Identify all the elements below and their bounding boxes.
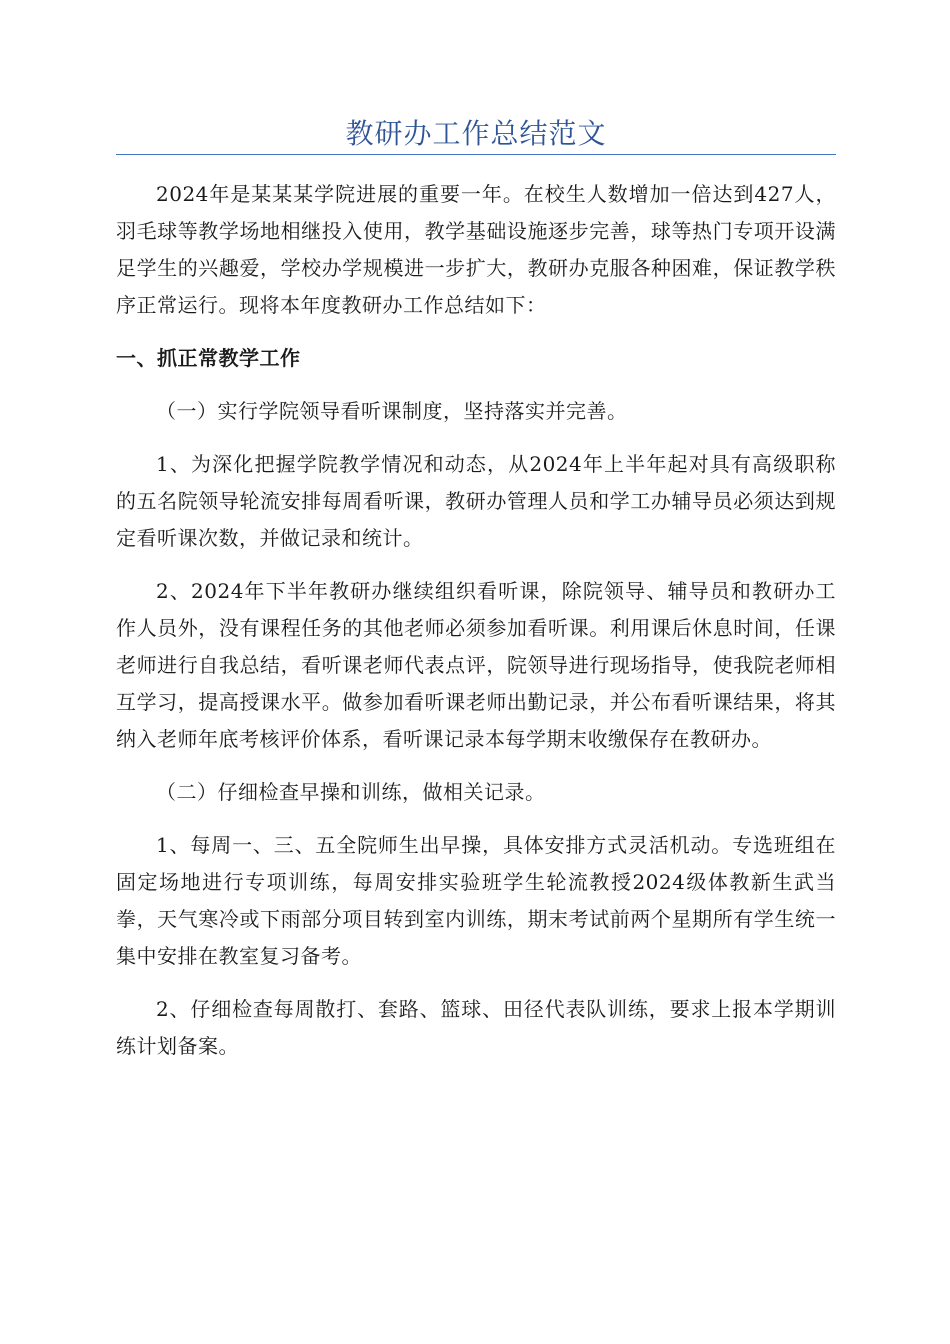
title-underline [116, 154, 836, 155]
paragraph-2-1: 1、每周一、三、五全院师生出早操，具体安排方式灵活机动。专选班组在固定场地进行专项训练，每周安排实验班学生轮流教授2024级体教新生武当拳，天气寒冷或下雨部分项目转到室内训练，期末考试前两个星期所有学生统一集中安排在教室复习备考。 [116, 833, 836, 968]
subsection-heading-1: （一）实行学院领导看听课制度，坚持落实并完善。 [156, 399, 628, 423]
paragraph-1-1: 1、为深化把握学院教学情况和动态，从2024年上半年起对具有高级职称的五名院领导轮流安排每周看听课，教研办管理人员和学工办辅导员必须达到规定看听课次数，并做记录和统计。 [116, 452, 836, 550]
subsection-heading-2: （二）仔细检查早操和训练，做相关记录。 [156, 780, 546, 804]
paragraph-2-2: 2、仔细检查每周散打、套路、篮球、田径代表队训练，要求上报本学期训练计划备案。 [116, 997, 836, 1058]
section-heading: 一、抓正常教学工作 [116, 346, 301, 370]
document-body [116, 176, 836, 1081]
paragraph-1-2: 2、2024年下半年教研办继续组织看听课，除院领导、辅导员和教研办工作人员外，没有课程任务的其他老师必须参加看听课。利用课后休息时间，任课老师进行自我总结，看听课老师代表点评，院领导进行现场指导，使我院老师相互学习，提高授课水平。做参加看听课老师出勤记录，并公布看听课结果，将其纳入老师年底考核评价体系，看听课记录本每学期末收缴保存在教研办。 [116, 579, 836, 751]
document-title: 教研办工作总结范文 [345, 117, 607, 150]
intro-paragraph: 2024年是某某某学院进展的重要一年。在校生人数增加一倍达到427人，羽毛球等教学场地相继投入使用，教学基础设施逐步完善，球等热门专项开设满足学生的兴趣爱，学校办学规模进一步扩大，教研办克服各种困难，保证教学秩序正常运行。现将本年度教研办工作总结如下： [116, 182, 836, 317]
